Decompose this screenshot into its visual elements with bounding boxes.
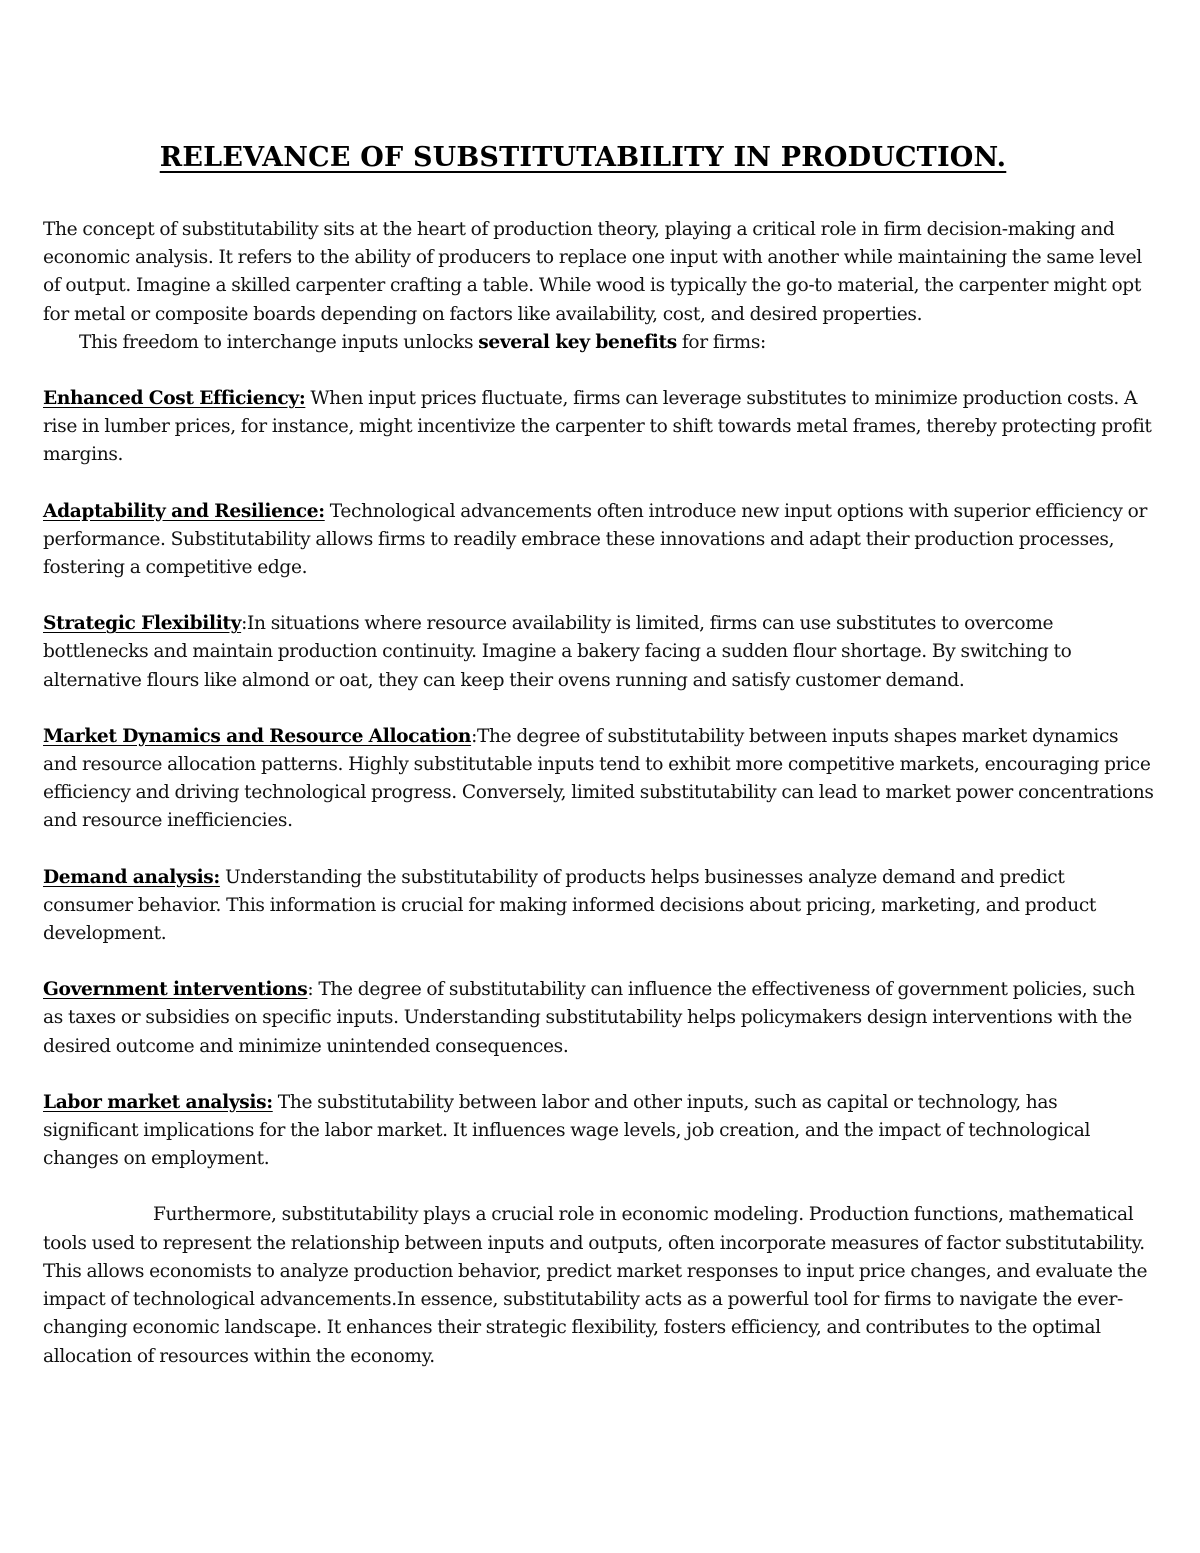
- section-text: :In situations where resource availability is limited, firms can use substitutes to overcome bottlenecks and maintain production continuity. Imagine a bakery facing a sudden flour shortage. By switching to alternative flours like almond or oat, they can keep their ovens running and satisfy customer demand.: [43, 613, 1072, 691]
- section-text: When input prices fluctuate, firms can leverage substitutes to minimize production costs. A rise in lumber prices, for instance, might incentivize the carpenter to shift towards metal frames, thereby protecting profit margins.: [43, 388, 1152, 466]
- section-cost-efficiency: [43, 385, 1157, 470]
- intro-paragraph: The concept of substitutability sits at the heart of production theory, playing a critical role in firm decision-making and economic analysis. It refers to the ability of producers to replace one input with another while maintaining the same level of output. Imagine a skilled carpenter crafting a table. While wood is typically the go-to material, the carpenter might opt for metal or composite boards depending on factors like availability, cost, and desired properties.: [43, 219, 1142, 325]
- document-body: [43, 216, 1157, 1371]
- section-heading: Government interventions: [43, 979, 308, 1001]
- section-text: Technological advancements often introduce new input options with superior efficiency or performance. Substitutability allows firms to readily embrace these innovations and adapt their production processes, fostering a competitive edge.: [43, 500, 1148, 579]
- section-heading: Adaptability and Resilience:: [43, 500, 325, 522]
- section-text: : The degree of substitutability can influence the effectiveness of government policies, such as taxes or subsidies on specific inputs. Understanding substitutability helps policymakers design interventions with the desired outcome and minimize unintended consequences.: [43, 979, 1135, 1057]
- section-heading: Demand analysis:: [43, 866, 220, 888]
- section-labor-market: [43, 1089, 1157, 1174]
- benefits-lead-paragraph: [43, 329, 1157, 357]
- section-strategic-flexibility: [43, 610, 1157, 695]
- section-heading: Market Dynamics and Resource Allocation: [43, 725, 472, 747]
- section-demand-analysis: [43, 864, 1157, 949]
- section-text: The substitutability between labor and other inputs, such as capital or technology, has significant implications for the labor market. It influences wage levels, job creation, and the impact of technological changes on employment.: [43, 1091, 1091, 1170]
- section-text: Understanding the substitutability of products helps businesses analyze demand and predict consumer behavior. This information is crucial for making informed decisions about pricing, marketing, and product development.: [43, 866, 1097, 945]
- section-market-dynamics: [43, 723, 1157, 836]
- section-heading: Labor market analysis:: [43, 1091, 273, 1113]
- benefits-lead-tail: for firms:: [676, 331, 766, 353]
- section-heading: Strategic Flexibility: [43, 613, 242, 635]
- conclusion-paragraph: Furthermore, substitutability plays a crucial role in economic modeling. Production functions, mathematical tools used to represent the relationship between inputs and outputs, often incorporate measures of factor substitutability. This allows economists to analyze production behavior, predict market responses to input price changes, and evaluate the impact of technological advancements.In essence, substitutability acts as a powerful tool for firms to navigate the ever-changing economic landscape. It enhances their strategic flexibility, fosters efficiency, and contributes to the optimal allocation of resources within the economy.: [43, 1204, 1148, 1367]
- benefits-lead-emphasis: several key benefits: [478, 331, 677, 353]
- section-heading: Enhanced Cost Efficiency:: [43, 388, 306, 410]
- section-government-interventions: [43, 976, 1157, 1061]
- section-text: :The degree of substitutability between inputs shapes market dynamics and resource allocation patterns. Highly substitutable inputs tend to exhibit more competitive markets, encouraging price efficiency and driving technological progress. Conversely, limited substitutability can lead to market power concentrations and resource inefficiencies.: [43, 725, 1154, 832]
- section-adaptability: [43, 498, 1157, 583]
- benefits-lead-text: This freedom to interchange inputs unlocks: [79, 331, 479, 353]
- document-title: RELEVANCE OF SUBSTITUTABILITY IN PRODUCTION.: [159, 142, 1007, 173]
